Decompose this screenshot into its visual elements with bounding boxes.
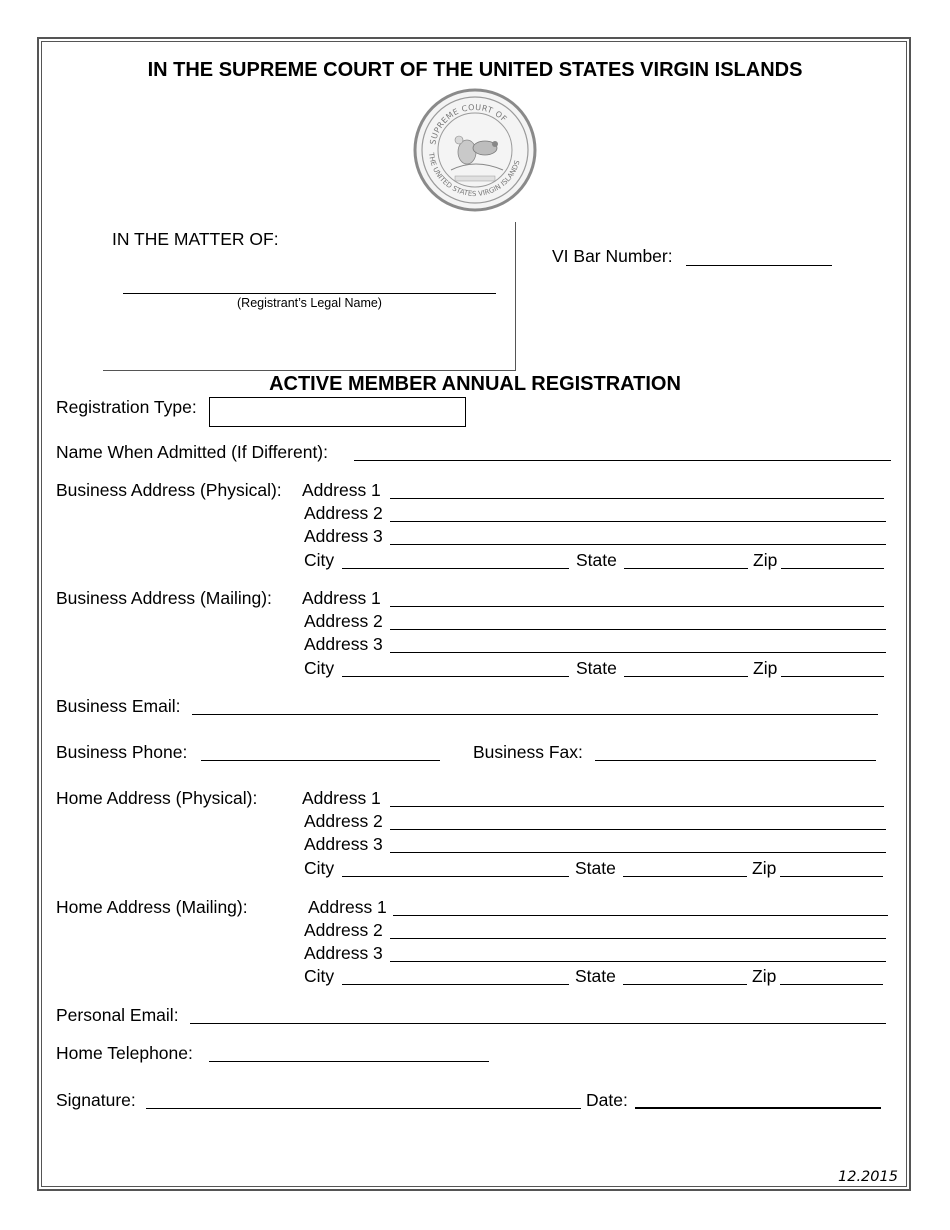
business-physical-city-field[interactable] — [342, 568, 569, 569]
address3-label: Address 3 — [304, 526, 383, 546]
caption-divider-vertical — [515, 222, 516, 370]
address3-label: Address 3 — [304, 943, 383, 963]
business-email-field[interactable] — [192, 714, 878, 715]
state-label: State — [575, 858, 616, 878]
personal-email-label: Personal Email: — [56, 1005, 179, 1025]
bar-number-label: VI Bar Number: — [552, 246, 673, 266]
registration-type-label: Registration Type: — [56, 397, 197, 417]
address2-label: Address 2 — [304, 920, 383, 940]
address1-label: Address 1 — [308, 897, 387, 917]
zip-label: Zip — [752, 966, 777, 986]
home-physical-address2-field[interactable] — [390, 829, 886, 830]
svg-text:SUPREME COURT OF: SUPREME COURT OF — [428, 102, 509, 146]
home-mailing-state-field[interactable] — [623, 984, 747, 985]
business-mailing-address1-field[interactable] — [390, 606, 884, 607]
form-title: ACTIVE MEMBER ANNUAL REGISTRATION — [269, 373, 681, 395]
home-physical-city-field[interactable] — [342, 876, 569, 877]
registration-type-field[interactable] — [209, 397, 466, 427]
state-label: State — [576, 550, 617, 570]
zip-label: Zip — [752, 858, 777, 878]
state-label: State — [575, 966, 616, 986]
business-mailing-city-field[interactable] — [342, 676, 569, 677]
business-fax-label: Business Fax: — [473, 742, 583, 762]
registrant-name-line[interactable] — [123, 293, 496, 294]
state-label: State — [576, 658, 617, 678]
business-phone-label: Business Phone: — [56, 742, 188, 762]
address2-label: Address 2 — [304, 811, 383, 831]
city-label: City — [304, 966, 335, 986]
business-mailing-address3-field[interactable] — [390, 652, 886, 653]
business-mailing-address2-field[interactable] — [390, 629, 886, 630]
name-admitted-label: Name When Admitted (If Different): — [56, 442, 329, 462]
caption-divider-horizontal — [103, 370, 516, 371]
registrant-caption: (Registrant’s Legal Name) — [237, 296, 382, 310]
court-seal — [411, 84, 540, 216]
business-physical-address2-field[interactable] — [390, 521, 886, 522]
zip-label: Zip — [753, 550, 778, 570]
home-mailing-address3-field[interactable] — [390, 961, 886, 962]
home-telephone-label: Home Telephone: — [56, 1043, 193, 1063]
business-phone-field[interactable] — [201, 760, 440, 761]
home-physical-address1-field[interactable] — [390, 806, 884, 807]
address3-label: Address 3 — [304, 634, 383, 654]
signature-label: Signature: — [56, 1090, 136, 1110]
svg-text:THE UNITED STATES VIRGIN ISLAN: THE UNITED STATES VIRGIN ISLANDS — [427, 152, 522, 199]
business-physical-state-field[interactable] — [624, 568, 748, 569]
business-mailing-zip-field[interactable] — [781, 676, 884, 677]
matter-label: IN THE MATTER OF: — [112, 229, 279, 249]
personal-email-field[interactable] — [190, 1023, 886, 1024]
home-mailing-address1-field[interactable] — [393, 915, 888, 916]
court-title: IN THE SUPREME COURT OF THE UNITED STATES VIRGIN ISLANDS — [147, 59, 803, 81]
address1-label: Address 1 — [302, 788, 381, 808]
bar-number-field[interactable] — [686, 265, 832, 266]
business-fax-field[interactable] — [595, 760, 876, 761]
business-mailing-state-field[interactable] — [624, 676, 748, 677]
address3-label: Address 3 — [304, 834, 383, 854]
city-label: City — [304, 658, 335, 678]
date-field[interactable] — [635, 1107, 881, 1109]
home-telephone-field[interactable] — [209, 1061, 489, 1062]
home-physical-state-field[interactable] — [623, 876, 747, 877]
business-email-label: Business Email: — [56, 696, 181, 716]
zip-label: Zip — [753, 658, 778, 678]
address1-label: Address 1 — [302, 480, 381, 500]
address2-label: Address 2 — [304, 503, 383, 523]
address1-label: Address 1 — [302, 588, 381, 608]
home-mailing-address2-field[interactable] — [390, 938, 886, 939]
business-physical-address1-field[interactable] — [390, 498, 884, 499]
business-mailing-label: Business Address (Mailing): — [56, 588, 272, 608]
signature-field[interactable] — [146, 1108, 581, 1109]
business-physical-label: Business Address (Physical): — [56, 480, 282, 500]
date-label: Date: — [586, 1090, 628, 1110]
home-physical-label: Home Address (Physical): — [56, 788, 258, 808]
home-mailing-zip-field[interactable] — [780, 984, 883, 985]
home-mailing-city-field[interactable] — [342, 984, 569, 985]
name-admitted-field[interactable] — [354, 460, 891, 461]
home-mailing-label: Home Address (Mailing): — [56, 897, 248, 917]
city-label: City — [304, 550, 335, 570]
home-physical-address3-field[interactable] — [390, 852, 886, 853]
address2-label: Address 2 — [304, 611, 383, 631]
form-version: 12.2015 — [838, 1169, 898, 1185]
business-physical-zip-field[interactable] — [781, 568, 884, 569]
city-label: City — [304, 858, 335, 878]
business-physical-address3-field[interactable] — [390, 544, 886, 545]
home-physical-zip-field[interactable] — [780, 876, 883, 877]
